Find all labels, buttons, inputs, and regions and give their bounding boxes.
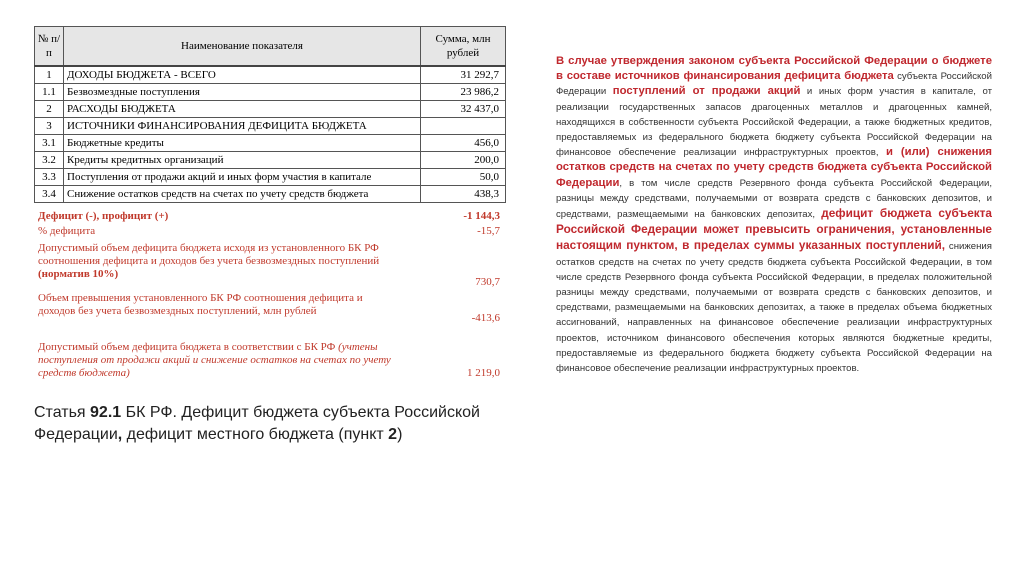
allowed2-label: [38, 341, 398, 380]
excess-label: Объем превышения установленного БК РФ соотношения дефицита и доходов без учета безвозмездных поступлений, млн рублей: [38, 292, 363, 317]
allowed2-value: 1 219,0: [467, 367, 500, 379]
pct-label: % дефицита: [38, 225, 96, 237]
table-row: [35, 84, 506, 101]
excess-value: -413,6: [471, 312, 500, 324]
row-value: 456,0: [421, 135, 506, 152]
table-row: [35, 135, 506, 152]
row-name: Бюджетные кредиты: [64, 135, 421, 152]
col-header-num: № п/п: [35, 27, 64, 67]
row-value: [421, 118, 506, 135]
row-value: 50,0: [421, 169, 506, 186]
row-num: 3.4: [35, 186, 64, 203]
article-highlight: В случае утверждения законом субъекта Российской Федерации о бюджете в составе источников финансирования дефицита бюджета: [556, 55, 992, 83]
table-row: [35, 152, 506, 169]
article-highlight: дефицит бюджета субъекта Российской Федерации может превысить ограничения, установленные настоящим пунктом, в пределах суммы указанных поступлений,: [556, 206, 992, 253]
row-value: 31 292,7: [421, 66, 506, 84]
budget-table-block: [34, 26, 506, 379]
row-name: РАСХОДЫ БЮДЖЕТА: [64, 101, 421, 118]
row-value: 438,3: [421, 186, 506, 203]
allowed2-text: Допустимый объем дефицита бюджета в соответствии с БК РФ: [38, 341, 336, 353]
row-name: Снижение остатков средств на счетах по учету средств бюджета: [64, 186, 421, 203]
table-row: [35, 186, 506, 203]
row-num: 3.3: [35, 169, 64, 186]
pct-value: -15,7: [477, 225, 500, 237]
allowed2-note: (учтены поступления от продажи акций и снижение остатков на счетах по учету средств бюджета): [38, 341, 391, 379]
row-num: 3.1: [35, 135, 64, 152]
caption-part: БК РФ. Дефицит бюджета субъекта Российской Федерации: [34, 404, 480, 443]
table-row: [35, 118, 506, 135]
article-plain: , в том числе средств Резервного фонда субъекта Российской Федерации, разницы между средствами, получаемыми от возврата средств с банковских депозитов, и средствами, размещаемыми на банковских депозитах,: [556, 177, 992, 221]
caption-part: дефицит местного бюджета (пункт: [122, 426, 389, 443]
caption-part: ): [397, 426, 403, 443]
row-num: 2: [35, 101, 64, 118]
table-row: [35, 101, 506, 118]
row-name: Поступления от продажи акций и иных форм участия в капитале: [64, 169, 421, 186]
article-plain: снижения остатков средств на счетах по учету средств бюджета субъекта Российской Федерации, в том числе средств Резервного фонда субъекта Российской Федерации, в пределах положительной разницы между средствами, получаемыми от возврата средств с банковских депозитов, и средствами, размещаемыми на банковских депозитах, а также в пределах объема бюджетных ассигнований, направленных на финансовое обеспечение реализации инфраструктурных проектов, источником финансового обеспечения которых являются бюджетные кредиты, предоставляемые из федерального бюджета бюджету субъекта Российской Федерации на финансовое обеспечение реализации инфраструктурных проектов.: [556, 241, 992, 375]
row-value: 32 437,0: [421, 101, 506, 118]
row-name: Безвозмездные поступления: [64, 84, 421, 101]
article-text: [556, 54, 992, 376]
article-plain: и иных форм участия в капитале, от реализации государственных запасов драгоценных металлов и драгоценных камней, находящихся в собственности субъекта Российской Федерации, а также бюджетных кредитов, предоставляемых из федерального бюджета бюджету субъекта Российской Федерации на финансовое обеспечение реализации инфраструктурных проектов,: [556, 86, 992, 159]
row-value: 23 986,2: [421, 84, 506, 101]
row-num: 1.1: [35, 84, 64, 101]
caption-point-num: 2: [388, 426, 398, 443]
article-highlight: поступлений от продажи акций: [612, 85, 801, 98]
caption-article-num: 92.1: [90, 404, 122, 421]
slide-caption: [34, 402, 504, 446]
deficit-value: -1 144,3: [463, 210, 500, 222]
allowed-text: Допустимый объем дефицита бюджета исходя из установленного БК РФ соотношения дефицита и доходов без учета безвозмездных поступлений: [38, 242, 380, 267]
article-highlight: и (или) снижения остатков средств на счетах по учету средств бюджета субъекта Российской Федерации: [556, 146, 992, 189]
article-plain: субъекта Российской Федерации: [556, 71, 992, 98]
table-header-row: [35, 27, 506, 67]
row-name: ИСТОЧНИКИ ФИНАНСИРОВАНИЯ ДЕФИЦИТА БЮДЖЕТА: [64, 118, 421, 135]
row-value: 200,0: [421, 152, 506, 169]
row-num: 3: [35, 118, 64, 135]
row-num: 1: [35, 66, 64, 84]
allowed-norm: (норматив 10%): [38, 268, 119, 280]
row-name: ДОХОДЫ БЮДЖЕТА - ВСЕГО: [64, 66, 421, 84]
caption-comma: ,: [117, 426, 123, 443]
budget-table: [34, 26, 506, 203]
row-name: Кредиты кредитных организаций: [64, 152, 421, 169]
row-num: 3.2: [35, 152, 64, 169]
col-header-name: Наименование показателя: [64, 27, 421, 67]
table-row: [35, 169, 506, 186]
allowed-label: [38, 242, 398, 281]
allowed-value: 730,7: [475, 276, 500, 288]
table-row: [35, 66, 506, 84]
deficit-label: Дефицит (-), профицит (+): [38, 210, 169, 222]
col-header-sum: Сумма, млн рублей: [421, 27, 506, 67]
caption-part: Статья: [34, 404, 91, 421]
